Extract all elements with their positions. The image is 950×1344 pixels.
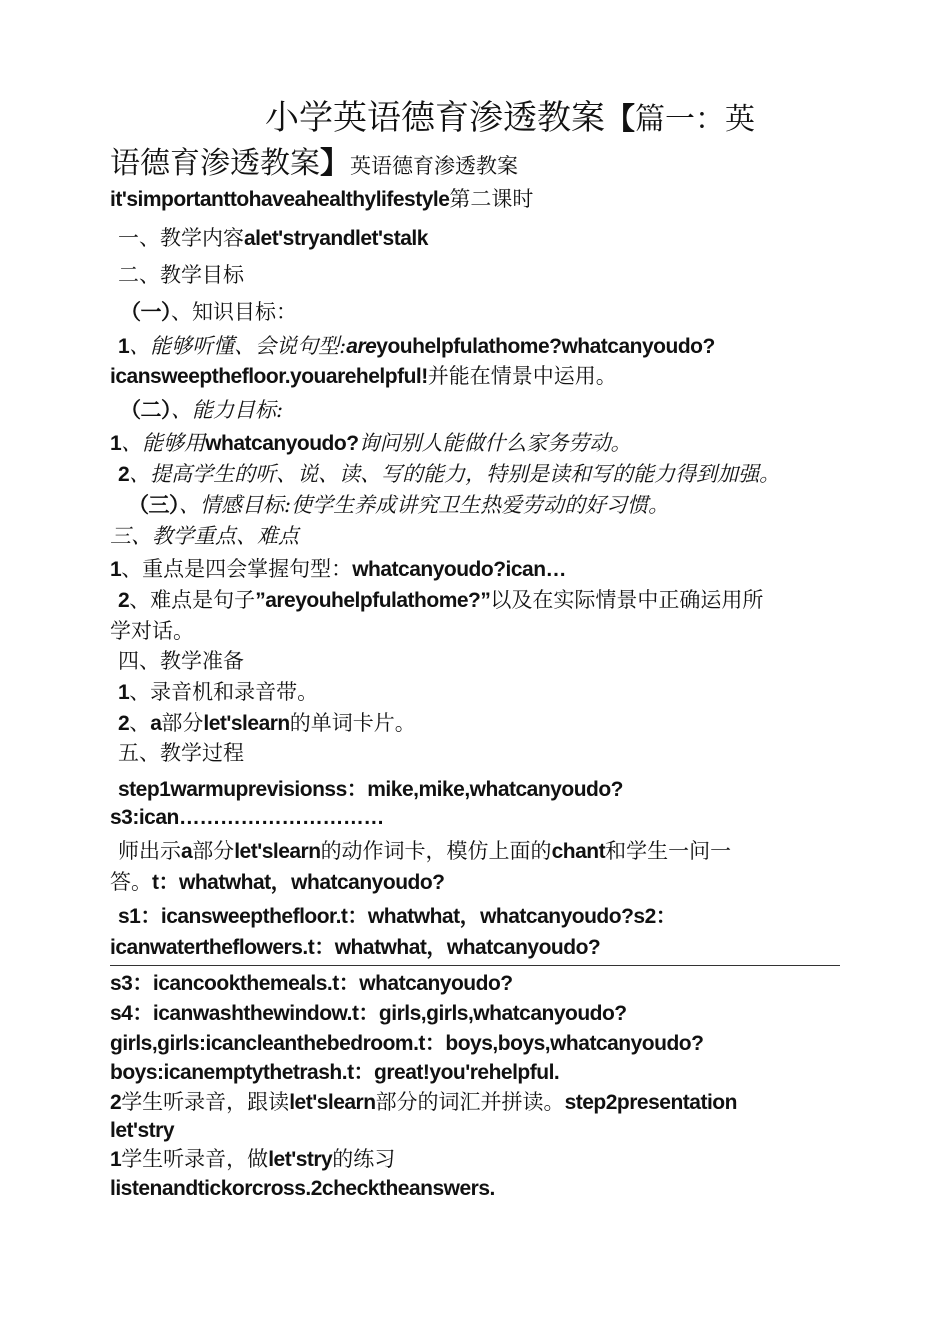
ability-2-number: 2 [118, 463, 130, 486]
section-3-heading: 三、教学重点、难点 [110, 524, 299, 548]
dialog-girls-line: girls,girls:icancleanthebedroom.t：boys,boys,whatcanyoudo? [110, 1032, 704, 1055]
title-part1: 篇一：英 [635, 102, 755, 137]
topic-cn: 第二课时 [449, 187, 534, 211]
difficult-point-cont: 学对话。 [110, 619, 194, 643]
ability-1-text-a: 、能够用 [121, 431, 206, 455]
goal-1-en-italic: are [346, 335, 377, 358]
step1-line-cont: s3:ican………………………… [110, 806, 384, 829]
knowledge-goal-marker: （一） [120, 301, 171, 324]
difficult-point-number: 2 [118, 589, 130, 612]
try-practice-en: let'stry [268, 1148, 333, 1171]
ability-goal-label: 、能力目标: [171, 398, 284, 422]
line-section-1 [118, 226, 428, 251]
line-emotion-goal [128, 493, 669, 518]
prep-2-text-b: 的单词卡片。 [289, 711, 416, 735]
line-topic [110, 187, 533, 212]
ability-1-en: whatcanyoudo? [205, 432, 359, 455]
emotion-goal-text: 、情感目标:使学生养成讲究卫生热爱劳动的好习惯。 [179, 493, 670, 517]
ability-goal-marker: （二） [120, 399, 171, 422]
step2-heading: step2presentation [564, 1091, 737, 1114]
line-ability-goal [120, 398, 283, 423]
dialog-boys-line: boys:icanemptythetrash.t：great!you'rehelpful. [110, 1061, 560, 1084]
difficult-point-text-b: 以及在实际情景中正确运用所 [490, 588, 764, 612]
prep-2-en: let'slearn [203, 712, 290, 735]
horizontal-divider [110, 965, 840, 966]
ability-1-text-b: 询问别人能做什么家务劳动。 [358, 431, 632, 455]
line-prep-1 [118, 680, 318, 705]
try-practice-text-b: 的练习 [332, 1147, 396, 1171]
dialog-t1-en: t：whatwhat，whatcanyoudo? [152, 871, 445, 894]
listen-tick-line: listenandtickorcross.2checktheanswers. [110, 1177, 495, 1200]
emotion-goal-marker: （三） [128, 494, 179, 517]
document-title-continued [110, 146, 518, 182]
line-goal-1 [118, 334, 715, 359]
line-dialog-t1 [110, 870, 445, 895]
teacher-show-chant: chant [551, 840, 606, 863]
ability-1-number: 1 [110, 432, 122, 455]
document-title [265, 98, 755, 139]
section-5-heading: 五、教学过程 [118, 741, 244, 765]
key-point-en: whatcanyoudo?ican… [352, 558, 567, 581]
teacher-show-c: 的动作词卡，模仿上面的 [320, 839, 552, 863]
listen-read-learn: let'slearn [289, 1091, 376, 1114]
difficult-point-text: 、难点是句子 [129, 588, 256, 612]
try-practice-text-a: 学生听录音，做 [121, 1147, 269, 1171]
dialog-s1-line: s1：icansweepthefloor.t：whatwhat，whatcanyoudo?s2： [118, 905, 677, 928]
line-teacher-show [118, 839, 731, 864]
line-ability-2 [118, 462, 780, 487]
lets-try-line: let'stry [110, 1119, 175, 1142]
dialog-s4-line: s4：icanwashthewindow.t：girls,girls,whatcanyoudo? [110, 1002, 627, 1025]
teacher-show-a: 师出示 [118, 839, 181, 863]
goal-1-sentence: icansweepthefloor.youarehelpful! [110, 365, 428, 388]
key-point-number: 1 [110, 558, 122, 581]
line-key-point [110, 557, 566, 582]
teacher-show-b: 部分 [192, 839, 235, 863]
teacher-show-learn: let'slearn [234, 840, 321, 863]
dialog-t1-cn: 答。 [110, 870, 152, 894]
line-goal-1-cont [110, 364, 617, 389]
difficult-point-en: ”areyouhelpfulathome?” [255, 589, 491, 612]
goal-1-number: 1 [118, 335, 130, 358]
title-main: 小学英语德育渗透教案 [265, 98, 605, 138]
line-prep-2 [118, 711, 416, 736]
listen-read-number: 2 [110, 1091, 122, 1114]
topic-en: it'simportanttohaveahealthylifestyle [110, 188, 450, 211]
dialog-s2-line: icanwatertheflowers.t：whatwhat，whatcanyoudo? [110, 936, 601, 959]
prep-1-number: 1 [118, 681, 130, 704]
line-listen-read [110, 1090, 737, 1115]
prep-2-sep: 、 [129, 711, 151, 735]
step1-line: step1warmuprevisionss：mike,mike,whatcanyoudo? [118, 778, 624, 801]
teacher-show-part: a [181, 840, 193, 863]
title-sub: 英语德育渗透教案 [350, 154, 518, 178]
line-try-practice [110, 1147, 395, 1172]
section-2-heading: 二、教学目标 [118, 263, 244, 287]
line-difficult-point [118, 588, 763, 613]
dialog-s3-line: s3：icancookthemeals.t：whatcanyoudo? [110, 972, 513, 995]
teacher-show-d: 和学生一问一 [605, 839, 732, 863]
prep-1-text: 、录音机和录音带。 [129, 680, 319, 704]
line-knowledge-goal [120, 300, 297, 325]
section-4-heading: 四、教学准备 [118, 649, 244, 673]
prep-2-part: a [150, 712, 162, 735]
section-1-heading: 一、教学内容 [118, 226, 244, 250]
title-part2: 语德育渗透教案 [110, 146, 320, 181]
prep-2-number: 2 [118, 712, 130, 735]
title-bracket-open: 【 [605, 103, 635, 136]
prep-2-text-a: 部分 [161, 711, 204, 735]
try-practice-number: 1 [110, 1148, 122, 1171]
goal-1-en: youhelpfulathome?whatcanyoudo? [376, 335, 715, 358]
listen-read-text-a: 学生听录音，跟读 [121, 1090, 290, 1114]
goal-1-usage: 并能在情景中运用。 [427, 364, 617, 388]
title-bracket-close: 】 [320, 147, 350, 180]
goal-1-text: 、能够听懂、会说句型: [129, 334, 347, 358]
knowledge-goal-label: 、知识目标： [171, 300, 297, 324]
section-1-content: alet'stryandlet'stalk [244, 227, 428, 250]
listen-read-text-b: 部分的词汇并拼读。 [375, 1090, 565, 1114]
ability-2-text: 、提高学生的听、说、读、写的能力，特别是读和写的能力得到加强。 [129, 462, 781, 486]
key-point-text: 、重点是四会掌握句型： [121, 557, 353, 581]
line-ability-1 [110, 431, 632, 456]
